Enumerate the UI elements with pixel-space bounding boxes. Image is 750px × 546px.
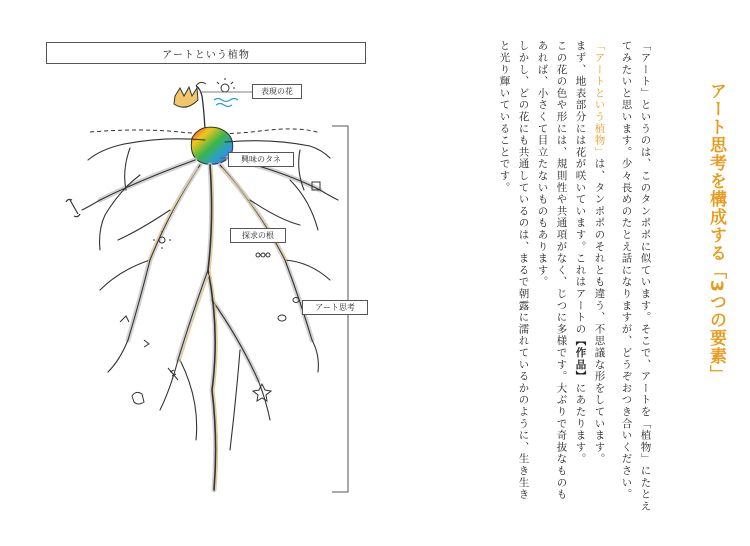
label-seed-of-interest: 興味のタネ (228, 152, 294, 167)
bold-work: 【作品】 (574, 335, 587, 383)
body-line-2: てみたいと思います。少々長めのたとえ話になりますが、どうぞおつき合いください。 (620, 40, 633, 501)
body-line-7: しかし、どの花にも共通しているのは、まるで朝露に濡れているかのように、生き生き (517, 40, 530, 501)
stone-icon (278, 298, 299, 322)
body-line-4-b: にあたります。 (574, 382, 587, 465)
body-line-1: 「アート」というのは、このタンポポに似ています。そこで、アートを「植物」にたとえ (639, 40, 652, 512)
label-flower-of-expression: 表現の花 (252, 84, 302, 99)
body-line-4-a: まず、地表部分には花が咲いています。これはアートの (574, 40, 587, 335)
highlight-art-plant: 「アートという植物」 (593, 40, 606, 158)
sun-icon (217, 78, 235, 92)
body-line-4 (575, 40, 586, 520)
body-line-5: この花の色や形には、規則性や共通項がなく、じつに多様です。大ぶりで奇抜なものも (555, 40, 568, 501)
body-line-3-rest: は、タンポポのそれとも違う、不思議な形をしています。 (593, 158, 606, 465)
section-heading: アート思考を構成する「3つの要素」 (706, 82, 726, 383)
label-root-of-inquiry: 探求の根 (230, 228, 286, 243)
bone-icon (66, 199, 80, 216)
beads-icon (256, 253, 270, 257)
body-line-3 (594, 40, 605, 520)
body-line-8: と光り輝いていることです。 (498, 40, 511, 194)
star-icon (253, 384, 271, 401)
water-icon (214, 99, 238, 107)
figure-title: アートという植物 (46, 42, 366, 64)
label-art-thinking: アート思考 (302, 300, 368, 315)
body-line-6: あれば、小さくて目立たないものもあります。 (536, 40, 549, 288)
can-icon (132, 392, 144, 404)
